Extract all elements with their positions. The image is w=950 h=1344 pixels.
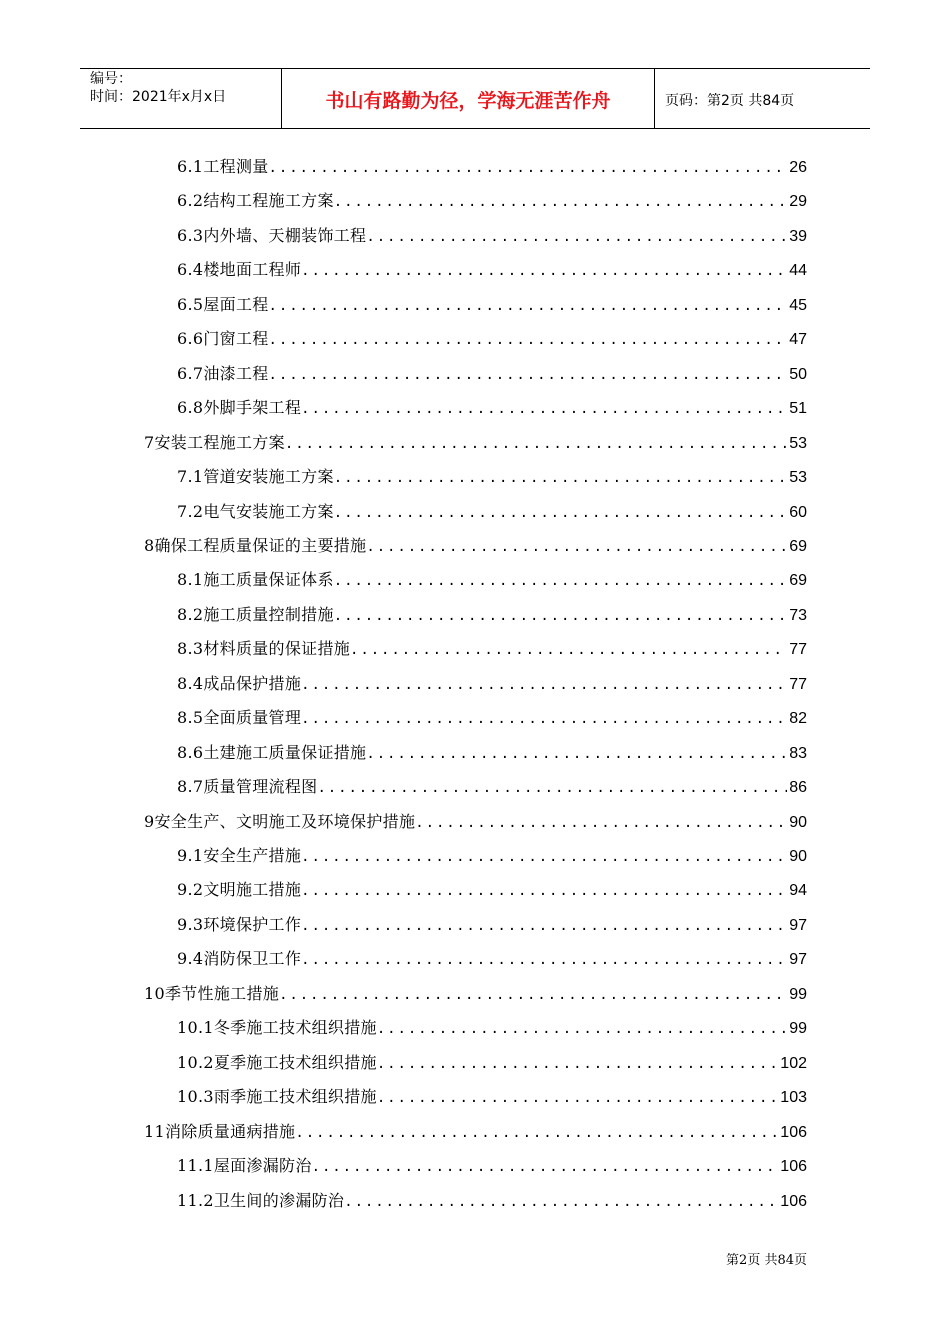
toc-entry-page: 73 bbox=[789, 606, 807, 624]
toc-entry-page: 103 bbox=[780, 1089, 807, 1107]
toc-entry[interactable] bbox=[177, 914, 807, 936]
toc-leader-dots bbox=[295, 1122, 778, 1144]
toc-leader-dots bbox=[334, 605, 787, 627]
header-page-number: 页码：第2页 共84页 bbox=[665, 92, 795, 109]
toc-entry-page: 99 bbox=[789, 1020, 807, 1038]
toc-entry[interactable] bbox=[177, 879, 807, 901]
toc-entry-title: 6.5屋面工程 bbox=[177, 294, 269, 314]
toc-entry-page: 83 bbox=[789, 744, 807, 762]
toc-entry[interactable] bbox=[177, 190, 807, 212]
toc-entry-page: 47 bbox=[789, 331, 807, 349]
toc-entry[interactable] bbox=[177, 707, 807, 729]
toc-leader-dots bbox=[269, 295, 788, 317]
toc-entry-page: 45 bbox=[789, 296, 807, 314]
toc-entry-title: 8.1施工质量保证体系 bbox=[177, 570, 334, 590]
toc-entry-title: 7.1管道安装施工方案 bbox=[177, 467, 334, 487]
toc-leader-dots bbox=[377, 1087, 778, 1109]
toc-entry[interactable] bbox=[177, 569, 807, 591]
toc-entry-page: 97 bbox=[789, 951, 807, 969]
toc-leader-dots bbox=[366, 226, 787, 248]
toc-leader-dots bbox=[301, 398, 787, 420]
toc-entry[interactable] bbox=[144, 1121, 807, 1143]
toc-entry-page: 69 bbox=[789, 572, 807, 590]
toc-entry-title: 6.1工程测量 bbox=[177, 157, 269, 176]
toc-entry-title: 8.6土建施工质量保证措施 bbox=[177, 742, 367, 762]
toc-leader-dots bbox=[317, 777, 787, 799]
toc-entry-page: 99 bbox=[789, 985, 807, 1003]
toc-entry-page: 53 bbox=[789, 434, 807, 452]
page-footer: 第2页 共84页 bbox=[726, 1253, 807, 1268]
toc-entry[interactable] bbox=[177, 225, 807, 247]
toc-entry[interactable] bbox=[177, 397, 807, 419]
document-number-label: 编号： bbox=[90, 71, 132, 87]
toc-leader-dots bbox=[334, 570, 787, 592]
toc-leader-dots bbox=[366, 743, 787, 765]
toc-leader-dots bbox=[301, 674, 787, 696]
toc-entry-page: 26 bbox=[789, 159, 807, 176]
toc-leader-dots bbox=[366, 536, 787, 558]
toc-entry-title: 7.2电气安装施工方案 bbox=[177, 501, 334, 521]
toc-entry-page: 77 bbox=[789, 675, 807, 693]
toc-leader-dots bbox=[350, 639, 787, 661]
toc-entry-title: 9.4消防保卫工作 bbox=[177, 949, 302, 969]
toc-entry-title: 8.7质量管理流程图 bbox=[177, 777, 318, 797]
toc-entry[interactable] bbox=[144, 535, 807, 557]
toc-entry-title: 6.7油漆工程 bbox=[177, 363, 269, 383]
toc-entry[interactable] bbox=[177, 948, 807, 970]
toc-leader-dots bbox=[285, 433, 787, 455]
toc-entry[interactable] bbox=[177, 1155, 807, 1177]
toc-leader-dots bbox=[269, 364, 788, 386]
toc-entry[interactable] bbox=[177, 673, 807, 695]
toc-entry-title: 9.1安全生产措施 bbox=[177, 846, 302, 865]
toc-entry[interactable] bbox=[177, 1190, 807, 1212]
toc-entry-title: 9.2文明施工措施 bbox=[177, 880, 302, 900]
toc-entry-page: 97 bbox=[789, 916, 807, 934]
toc-leader-dots bbox=[269, 329, 788, 351]
toc-entry[interactable] bbox=[177, 294, 807, 316]
toc-leader-dots bbox=[301, 915, 787, 937]
toc-entry-page: 50 bbox=[789, 365, 807, 383]
toc-entry[interactable] bbox=[177, 742, 807, 764]
toc-entry[interactable] bbox=[177, 466, 807, 488]
toc-entry-title: 10.3雨季施工技术组织措施 bbox=[177, 1087, 377, 1107]
toc-entry[interactable] bbox=[144, 811, 807, 833]
toc-entry[interactable] bbox=[177, 638, 807, 660]
toc-leader-dots bbox=[269, 157, 788, 179]
toc-entry[interactable] bbox=[177, 259, 807, 281]
toc-entry-page: 69 bbox=[789, 537, 807, 555]
header-motto: 书山有路勤为径，学海无涯苦作舟 bbox=[282, 69, 655, 128]
toc-entry-title: 11.2卫生间的渗漏防治 bbox=[177, 1190, 345, 1210]
toc-entry-title: 8确保工程质量保证的主要措施 bbox=[144, 535, 367, 555]
toc-entry[interactable] bbox=[177, 1052, 807, 1074]
toc-leader-dots bbox=[301, 846, 787, 868]
toc-entry-title: 6.4楼地面工程师 bbox=[177, 260, 302, 280]
toc-entry-page: 102 bbox=[780, 1054, 807, 1072]
toc-entry[interactable] bbox=[177, 328, 807, 350]
toc-entry[interactable] bbox=[177, 156, 807, 178]
toc-entry-page: 94 bbox=[789, 882, 807, 900]
toc-entry-page: 60 bbox=[789, 503, 807, 521]
toc-entry-title: 6.6门窗工程 bbox=[177, 329, 269, 349]
toc-leader-dots bbox=[312, 1156, 779, 1178]
toc-entry-page: 106 bbox=[780, 1123, 807, 1141]
toc-entry-title: 9.3环境保护工作 bbox=[177, 914, 302, 934]
toc-entry-title: 8.3材料质量的保证措施 bbox=[177, 639, 351, 659]
toc-entry-page: 53 bbox=[789, 469, 807, 487]
toc-entry[interactable] bbox=[177, 776, 807, 798]
toc-leader-dots bbox=[279, 984, 787, 1006]
toc-entry-page: 90 bbox=[789, 848, 807, 865]
toc-leader-dots bbox=[334, 191, 787, 213]
toc-entry-title: 6.8外脚手架工程 bbox=[177, 398, 302, 418]
toc-entry[interactable] bbox=[177, 1086, 807, 1108]
toc-leader-dots bbox=[377, 1053, 778, 1075]
toc-entry[interactable] bbox=[177, 363, 807, 385]
toc-entry[interactable] bbox=[177, 501, 807, 523]
toc-leader-dots bbox=[334, 467, 787, 489]
toc-leader-dots bbox=[301, 260, 787, 282]
toc-entry-page: 82 bbox=[789, 710, 807, 728]
toc-entry-page: 39 bbox=[789, 227, 807, 245]
toc-entry-title: 11消除质量通病措施 bbox=[144, 1121, 296, 1141]
toc-entry-title: 8.2施工质量控制措施 bbox=[177, 604, 334, 624]
toc-entry-title: 8.4成品保护措施 bbox=[177, 673, 302, 693]
toc-entry[interactable] bbox=[177, 604, 807, 626]
toc-leader-dots bbox=[301, 880, 787, 902]
toc-entry-page: 90 bbox=[789, 813, 807, 831]
document-time-label: 时间：2021年x月x日 bbox=[90, 89, 227, 105]
toc-entry-title: 8.5全面质量管理 bbox=[177, 708, 302, 728]
toc-leader-dots bbox=[301, 708, 787, 730]
toc-entry[interactable] bbox=[177, 1017, 807, 1039]
toc-entry-page: 51 bbox=[789, 400, 807, 418]
toc-entry-title: 9安全生产、文明施工及环境保护措施 bbox=[144, 811, 416, 831]
toc-entry-title: 10.1冬季施工技术组织措施 bbox=[177, 1018, 377, 1038]
toc-leader-dots bbox=[415, 812, 787, 834]
toc-leader-dots bbox=[377, 1018, 787, 1040]
toc-leader-dots bbox=[334, 502, 787, 524]
toc-entry-page: 106 bbox=[780, 1158, 807, 1176]
toc-entry-page: 44 bbox=[789, 262, 807, 280]
toc-entry-page: 106 bbox=[780, 1192, 807, 1210]
toc-entry-title: 6.3内外墙、天棚装饰工程 bbox=[177, 225, 367, 245]
toc-entry[interactable] bbox=[177, 845, 807, 867]
toc-leader-dots bbox=[344, 1191, 778, 1213]
toc-entry[interactable] bbox=[144, 432, 807, 454]
toc-entry-title: 10.2夏季施工技术组织措施 bbox=[177, 1052, 377, 1072]
toc-entry-title: 6.2结构工程施工方案 bbox=[177, 191, 334, 211]
toc-leader-dots bbox=[301, 949, 787, 971]
toc-entry-page: 77 bbox=[789, 641, 807, 659]
toc-entry-page: 29 bbox=[789, 193, 807, 211]
toc-entry[interactable] bbox=[144, 983, 807, 1005]
toc-entry-title: 10季节性施工措施 bbox=[144, 983, 280, 1003]
toc-entry-title: 11.1屋面渗漏防治 bbox=[177, 1156, 312, 1176]
toc-entry-page: 86 bbox=[789, 779, 807, 797]
toc-entry-title: 7安装工程施工方案 bbox=[144, 432, 285, 452]
